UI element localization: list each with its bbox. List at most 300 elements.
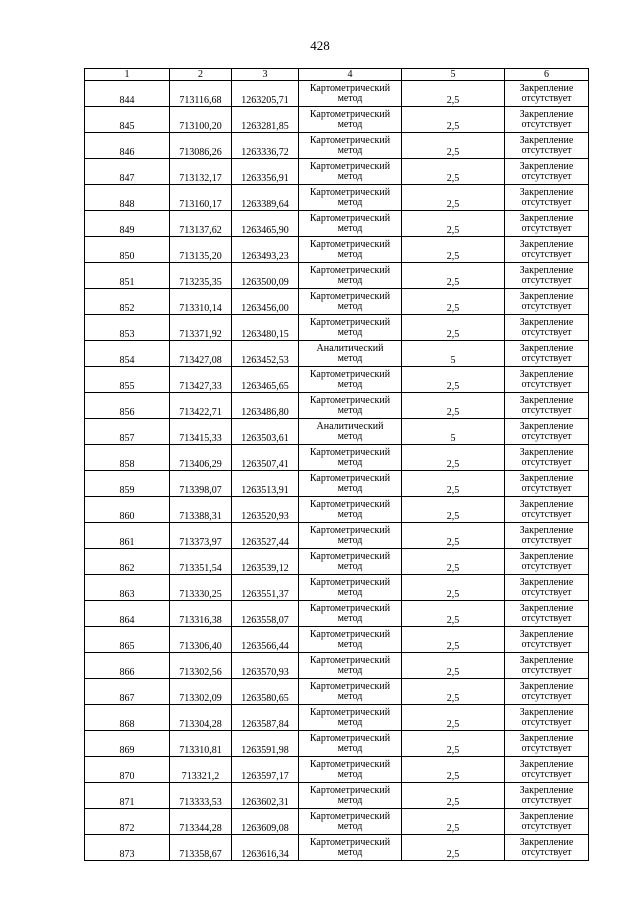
cell-line: Картометрический xyxy=(309,499,391,510)
x-coordinate-cell: 713351,54 xyxy=(170,549,232,575)
cell-line: метод xyxy=(337,821,363,832)
point-number-cell: 847 xyxy=(85,159,170,185)
table-row xyxy=(85,549,589,575)
cell-line: метод xyxy=(337,483,363,494)
cell-line: метод xyxy=(337,691,363,702)
cell-line: Закрепление xyxy=(519,161,574,172)
cell-line: Закрепление xyxy=(519,499,574,510)
table-row xyxy=(85,601,589,627)
y-coordinate-cell: 1263527,44 xyxy=(232,523,299,549)
accuracy-cell: 2,5 xyxy=(402,497,505,523)
table-row xyxy=(85,757,589,783)
cell-line: Картометрический xyxy=(309,681,391,692)
accuracy-cell: 2,5 xyxy=(402,159,505,185)
fixing-cell xyxy=(505,289,589,315)
cell-line: Картометрический xyxy=(309,291,391,302)
cell-line: отсутствует xyxy=(521,561,572,572)
cell-line: Закрепление xyxy=(519,421,574,432)
header-cell: 5 xyxy=(402,69,505,81)
accuracy-cell: 5 xyxy=(402,341,505,367)
cell-line: отсутствует xyxy=(521,769,572,780)
method-cell xyxy=(299,445,402,471)
accuracy-cell: 2,5 xyxy=(402,133,505,159)
header-cell: 1 xyxy=(85,69,170,81)
x-coordinate-cell: 713371,92 xyxy=(170,315,232,341)
accuracy-cell: 2,5 xyxy=(402,627,505,653)
cell-line: метод xyxy=(337,353,363,364)
cell-line: отсутствует xyxy=(521,457,572,468)
y-coordinate-cell: 1263205,71 xyxy=(232,81,299,107)
y-coordinate-cell: 1263597,17 xyxy=(232,757,299,783)
table-row xyxy=(85,237,589,263)
fixing-cell xyxy=(505,575,589,601)
cell-line: Картометрический xyxy=(309,135,391,146)
table-row xyxy=(85,367,589,393)
table-row xyxy=(85,705,589,731)
method-cell xyxy=(299,341,402,367)
x-coordinate-cell: 713388,31 xyxy=(170,497,232,523)
y-coordinate-cell: 1263465,90 xyxy=(232,211,299,237)
cell-line: Картометрический xyxy=(309,655,391,666)
cell-line: Закрепление xyxy=(519,213,574,224)
x-coordinate-cell: 713333,53 xyxy=(170,783,232,809)
accuracy-cell: 2,5 xyxy=(402,471,505,497)
cell-line: Картометрический xyxy=(309,759,391,770)
coordinates-table xyxy=(84,68,589,861)
cell-line: метод xyxy=(337,847,363,858)
accuracy-cell: 2,5 xyxy=(402,237,505,263)
accuracy-cell: 2,5 xyxy=(402,653,505,679)
fixing-cell xyxy=(505,679,589,705)
cell-line: Закрепление xyxy=(519,551,574,562)
cell-line: метод xyxy=(337,301,363,312)
y-coordinate-cell: 1263465,65 xyxy=(232,367,299,393)
y-coordinate-cell: 1263452,53 xyxy=(232,341,299,367)
cell-line: Картометрический xyxy=(309,369,391,380)
point-number-cell: 854 xyxy=(85,341,170,367)
y-coordinate-cell: 1263389,64 xyxy=(232,185,299,211)
point-number-cell: 868 xyxy=(85,705,170,731)
method-cell xyxy=(299,575,402,601)
cell-line: Картометрический xyxy=(309,837,391,848)
cell-line: Закрепление xyxy=(519,603,574,614)
accuracy-cell: 2,5 xyxy=(402,575,505,601)
table-row xyxy=(85,393,589,419)
fixing-cell xyxy=(505,185,589,211)
point-number-cell: 852 xyxy=(85,289,170,315)
y-coordinate-cell: 1263281,85 xyxy=(232,107,299,133)
x-coordinate-cell: 713406,29 xyxy=(170,445,232,471)
cell-line: Картометрический xyxy=(309,161,391,172)
cell-line: Закрепление xyxy=(519,447,574,458)
table-row xyxy=(85,107,589,133)
cell-line: метод xyxy=(337,561,363,572)
accuracy-cell: 2,5 xyxy=(402,783,505,809)
accuracy-cell: 2,5 xyxy=(402,185,505,211)
point-number-cell: 850 xyxy=(85,237,170,263)
fixing-cell xyxy=(505,445,589,471)
cell-line: Картометрический xyxy=(309,551,391,562)
cell-line: отсутствует xyxy=(521,171,572,182)
cell-line: Картометрический xyxy=(309,525,391,536)
cell-line: отсутствует xyxy=(521,93,572,104)
fixing-cell xyxy=(505,237,589,263)
cell-line: метод xyxy=(337,145,363,156)
x-coordinate-cell: 713415,33 xyxy=(170,419,232,445)
y-coordinate-cell: 1263456,00 xyxy=(232,289,299,315)
accuracy-cell: 2,5 xyxy=(402,809,505,835)
cell-line: метод xyxy=(337,535,363,546)
table-row xyxy=(85,341,589,367)
x-coordinate-cell: 713302,09 xyxy=(170,679,232,705)
cell-line: метод xyxy=(337,119,363,130)
cell-line: Закрепление xyxy=(519,369,574,380)
y-coordinate-cell: 1263336,72 xyxy=(232,133,299,159)
cell-line: Закрепление xyxy=(519,681,574,692)
cell-line: метод xyxy=(337,795,363,806)
point-number-cell: 867 xyxy=(85,679,170,705)
point-number-cell: 870 xyxy=(85,757,170,783)
x-coordinate-cell: 713235,35 xyxy=(170,263,232,289)
cell-line: метод xyxy=(337,743,363,754)
cell-line: метод xyxy=(337,171,363,182)
cell-line: Закрепление xyxy=(519,629,574,640)
accuracy-cell: 2,5 xyxy=(402,549,505,575)
point-number-cell: 845 xyxy=(85,107,170,133)
cell-line: отсутствует xyxy=(521,691,572,702)
accuracy-cell: 2,5 xyxy=(402,107,505,133)
cell-line: Картометрический xyxy=(309,577,391,588)
method-cell xyxy=(299,159,402,185)
y-coordinate-cell: 1263480,15 xyxy=(232,315,299,341)
y-coordinate-cell: 1263609,08 xyxy=(232,809,299,835)
cell-line: метод xyxy=(337,197,363,208)
table-row xyxy=(85,523,589,549)
method-cell xyxy=(299,211,402,237)
table-row xyxy=(85,133,589,159)
y-coordinate-cell: 1263616,34 xyxy=(232,835,299,861)
accuracy-cell: 2,5 xyxy=(402,731,505,757)
table-row xyxy=(85,81,589,107)
y-coordinate-cell: 1263513,91 xyxy=(232,471,299,497)
method-cell xyxy=(299,133,402,159)
cell-line: метод xyxy=(337,665,363,676)
cell-line: метод xyxy=(337,249,363,260)
method-cell xyxy=(299,497,402,523)
cell-line: Картометрический xyxy=(309,733,391,744)
cell-line: отсутствует xyxy=(521,717,572,728)
table-row xyxy=(85,445,589,471)
fixing-cell xyxy=(505,263,589,289)
point-number-cell: 865 xyxy=(85,627,170,653)
header-cell: 2 xyxy=(170,69,232,81)
cell-line: Картометрический xyxy=(309,785,391,796)
method-cell xyxy=(299,731,402,757)
cell-line: отсутствует xyxy=(521,223,572,234)
point-number-cell: 872 xyxy=(85,809,170,835)
cell-line: отсутствует xyxy=(521,483,572,494)
point-number-cell: 873 xyxy=(85,835,170,861)
point-number-cell: 846 xyxy=(85,133,170,159)
point-number-cell: 851 xyxy=(85,263,170,289)
cell-line: отсутствует xyxy=(521,613,572,624)
table-row xyxy=(85,419,589,445)
cell-line: Закрепление xyxy=(519,473,574,484)
cell-line: Картометрический xyxy=(309,603,391,614)
cell-line: отсутствует xyxy=(521,197,572,208)
y-coordinate-cell: 1263493,23 xyxy=(232,237,299,263)
cell-line: отсутствует xyxy=(521,327,572,338)
x-coordinate-cell: 713160,17 xyxy=(170,185,232,211)
fixing-cell xyxy=(505,497,589,523)
cell-line: Закрепление xyxy=(519,135,574,146)
table-row xyxy=(85,211,589,237)
cell-line: метод xyxy=(337,223,363,234)
accuracy-cell: 2,5 xyxy=(402,315,505,341)
cell-line: отсутствует xyxy=(521,431,572,442)
point-number-cell: 863 xyxy=(85,575,170,601)
cell-line: метод xyxy=(337,587,363,598)
accuracy-cell: 2,5 xyxy=(402,445,505,471)
cell-line: отсутствует xyxy=(521,249,572,260)
page-number: 428 xyxy=(310,38,330,53)
cell-line: отсутствует xyxy=(521,301,572,312)
table-row xyxy=(85,315,589,341)
cell-line: Закрепление xyxy=(519,291,574,302)
fixing-cell xyxy=(505,653,589,679)
method-cell xyxy=(299,757,402,783)
cell-line: Картометрический xyxy=(309,187,391,198)
method-cell xyxy=(299,809,402,835)
x-coordinate-cell: 713321,2 xyxy=(170,757,232,783)
method-cell xyxy=(299,393,402,419)
point-number-cell: 849 xyxy=(85,211,170,237)
cell-line: отсутствует xyxy=(521,847,572,858)
method-cell xyxy=(299,653,402,679)
y-coordinate-cell: 1263566,44 xyxy=(232,627,299,653)
y-coordinate-cell: 1263587,84 xyxy=(232,705,299,731)
x-coordinate-cell: 713116,68 xyxy=(170,81,232,107)
table-row xyxy=(85,263,589,289)
method-cell xyxy=(299,263,402,289)
fixing-cell xyxy=(505,731,589,757)
x-coordinate-cell: 713398,07 xyxy=(170,471,232,497)
header-cell: 6 xyxy=(505,69,589,81)
point-number-cell: 858 xyxy=(85,445,170,471)
method-cell xyxy=(299,289,402,315)
cell-line: отсутствует xyxy=(521,379,572,390)
point-number-cell: 844 xyxy=(85,81,170,107)
cell-line: Картометрический xyxy=(309,707,391,718)
cell-line: Закрепление xyxy=(519,811,574,822)
cell-line: отсутствует xyxy=(521,665,572,676)
accuracy-cell: 2,5 xyxy=(402,705,505,731)
fixing-cell xyxy=(505,757,589,783)
table-row xyxy=(85,731,589,757)
accuracy-cell: 2,5 xyxy=(402,263,505,289)
table-row xyxy=(85,627,589,653)
point-number-cell: 853 xyxy=(85,315,170,341)
fixing-cell xyxy=(505,783,589,809)
cell-line: отсутствует xyxy=(521,119,572,130)
fixing-cell xyxy=(505,601,589,627)
x-coordinate-cell: 713330,25 xyxy=(170,575,232,601)
x-coordinate-cell: 713373,97 xyxy=(170,523,232,549)
accuracy-cell: 2,5 xyxy=(402,393,505,419)
fixing-cell xyxy=(505,809,589,835)
cell-line: отсутствует xyxy=(521,275,572,286)
cell-line: Аналитический xyxy=(316,421,384,432)
x-coordinate-cell: 713306,40 xyxy=(170,627,232,653)
x-coordinate-cell: 713310,14 xyxy=(170,289,232,315)
x-coordinate-cell: 713316,38 xyxy=(170,601,232,627)
table-row xyxy=(85,289,589,315)
method-cell xyxy=(299,107,402,133)
y-coordinate-cell: 1263558,07 xyxy=(232,601,299,627)
cell-line: Картометрический xyxy=(309,395,391,406)
fixing-cell xyxy=(505,341,589,367)
y-coordinate-cell: 1263551,37 xyxy=(232,575,299,601)
table-row xyxy=(85,783,589,809)
accuracy-cell: 2,5 xyxy=(402,367,505,393)
x-coordinate-cell: 713100,20 xyxy=(170,107,232,133)
cell-line: метод xyxy=(337,717,363,728)
point-number-cell: 862 xyxy=(85,549,170,575)
point-number-cell: 859 xyxy=(85,471,170,497)
fixing-cell xyxy=(505,81,589,107)
x-coordinate-cell: 713422,71 xyxy=(170,393,232,419)
accuracy-cell: 2,5 xyxy=(402,835,505,861)
method-cell xyxy=(299,419,402,445)
method-cell xyxy=(299,679,402,705)
x-coordinate-cell: 713427,08 xyxy=(170,341,232,367)
point-number-cell: 857 xyxy=(85,419,170,445)
method-cell xyxy=(299,367,402,393)
point-number-cell: 848 xyxy=(85,185,170,211)
fixing-cell xyxy=(505,211,589,237)
method-cell xyxy=(299,601,402,627)
cell-line: метод xyxy=(337,431,363,442)
cell-line: Закрепление xyxy=(519,343,574,354)
cell-line: Закрепление xyxy=(519,187,574,198)
cell-line: Картометрический xyxy=(309,811,391,822)
cell-line: отсутствует xyxy=(521,145,572,156)
fixing-cell xyxy=(505,315,589,341)
cell-line: метод xyxy=(337,379,363,390)
table-row xyxy=(85,809,589,835)
accuracy-cell: 2,5 xyxy=(402,757,505,783)
y-coordinate-cell: 1263570,93 xyxy=(232,653,299,679)
cell-line: отсутствует xyxy=(521,405,572,416)
point-number-cell: 869 xyxy=(85,731,170,757)
y-coordinate-cell: 1263503,61 xyxy=(232,419,299,445)
accuracy-cell: 2,5 xyxy=(402,679,505,705)
method-cell xyxy=(299,549,402,575)
cell-line: Закрепление xyxy=(519,785,574,796)
fixing-cell xyxy=(505,471,589,497)
y-coordinate-cell: 1263356,91 xyxy=(232,159,299,185)
table-row xyxy=(85,575,589,601)
cell-line: отсутствует xyxy=(521,639,572,650)
cell-line: метод xyxy=(337,405,363,416)
cell-line: Закрепление xyxy=(519,109,574,120)
x-coordinate-cell: 713304,28 xyxy=(170,705,232,731)
table-row xyxy=(85,471,589,497)
cell-line: Закрепление xyxy=(519,577,574,588)
cell-line: Картометрический xyxy=(309,239,391,250)
method-cell xyxy=(299,627,402,653)
table-row xyxy=(85,185,589,211)
fixing-cell xyxy=(505,523,589,549)
fixing-cell xyxy=(505,549,589,575)
accuracy-cell: 2,5 xyxy=(402,81,505,107)
cell-line: метод xyxy=(337,275,363,286)
cell-line: Закрепление xyxy=(519,525,574,536)
table-row xyxy=(85,679,589,705)
cell-line: Закрепление xyxy=(519,239,574,250)
accuracy-cell: 5 xyxy=(402,419,505,445)
cell-line: отсутствует xyxy=(521,353,572,364)
cell-line: метод xyxy=(337,639,363,650)
point-number-cell: 866 xyxy=(85,653,170,679)
table-body xyxy=(85,69,589,861)
y-coordinate-cell: 1263486,80 xyxy=(232,393,299,419)
table-header-row xyxy=(85,69,589,81)
y-coordinate-cell: 1263580,65 xyxy=(232,679,299,705)
header-cell: 3 xyxy=(232,69,299,81)
point-number-cell: 856 xyxy=(85,393,170,419)
x-coordinate-cell: 713132,17 xyxy=(170,159,232,185)
cell-line: Закрепление xyxy=(519,759,574,770)
fixing-cell xyxy=(505,107,589,133)
fixing-cell xyxy=(505,627,589,653)
point-number-cell: 855 xyxy=(85,367,170,393)
method-cell xyxy=(299,315,402,341)
cell-line: Закрепление xyxy=(519,707,574,718)
table-row xyxy=(85,653,589,679)
x-coordinate-cell: 713344,28 xyxy=(170,809,232,835)
y-coordinate-cell: 1263507,41 xyxy=(232,445,299,471)
point-number-cell: 871 xyxy=(85,783,170,809)
cell-line: Закрепление xyxy=(519,395,574,406)
x-coordinate-cell: 713427,33 xyxy=(170,367,232,393)
table-row xyxy=(85,159,589,185)
x-coordinate-cell: 713135,20 xyxy=(170,237,232,263)
cell-line: Картометрический xyxy=(309,447,391,458)
cell-line: метод xyxy=(337,769,363,780)
x-coordinate-cell: 713310,81 xyxy=(170,731,232,757)
x-coordinate-cell: 713302,56 xyxy=(170,653,232,679)
method-cell xyxy=(299,185,402,211)
y-coordinate-cell: 1263602,31 xyxy=(232,783,299,809)
fixing-cell xyxy=(505,835,589,861)
fixing-cell xyxy=(505,393,589,419)
cell-line: отсутствует xyxy=(521,509,572,520)
method-cell xyxy=(299,523,402,549)
method-cell xyxy=(299,783,402,809)
accuracy-cell: 2,5 xyxy=(402,523,505,549)
cell-line: метод xyxy=(337,509,363,520)
accuracy-cell: 2,5 xyxy=(402,601,505,627)
y-coordinate-cell: 1263539,12 xyxy=(232,549,299,575)
x-coordinate-cell: 713086,26 xyxy=(170,133,232,159)
cell-line: отсутствует xyxy=(521,795,572,806)
table-row xyxy=(85,497,589,523)
accuracy-cell: 2,5 xyxy=(402,211,505,237)
cell-line: Картометрический xyxy=(309,629,391,640)
point-number-cell: 861 xyxy=(85,523,170,549)
cell-line: метод xyxy=(337,327,363,338)
